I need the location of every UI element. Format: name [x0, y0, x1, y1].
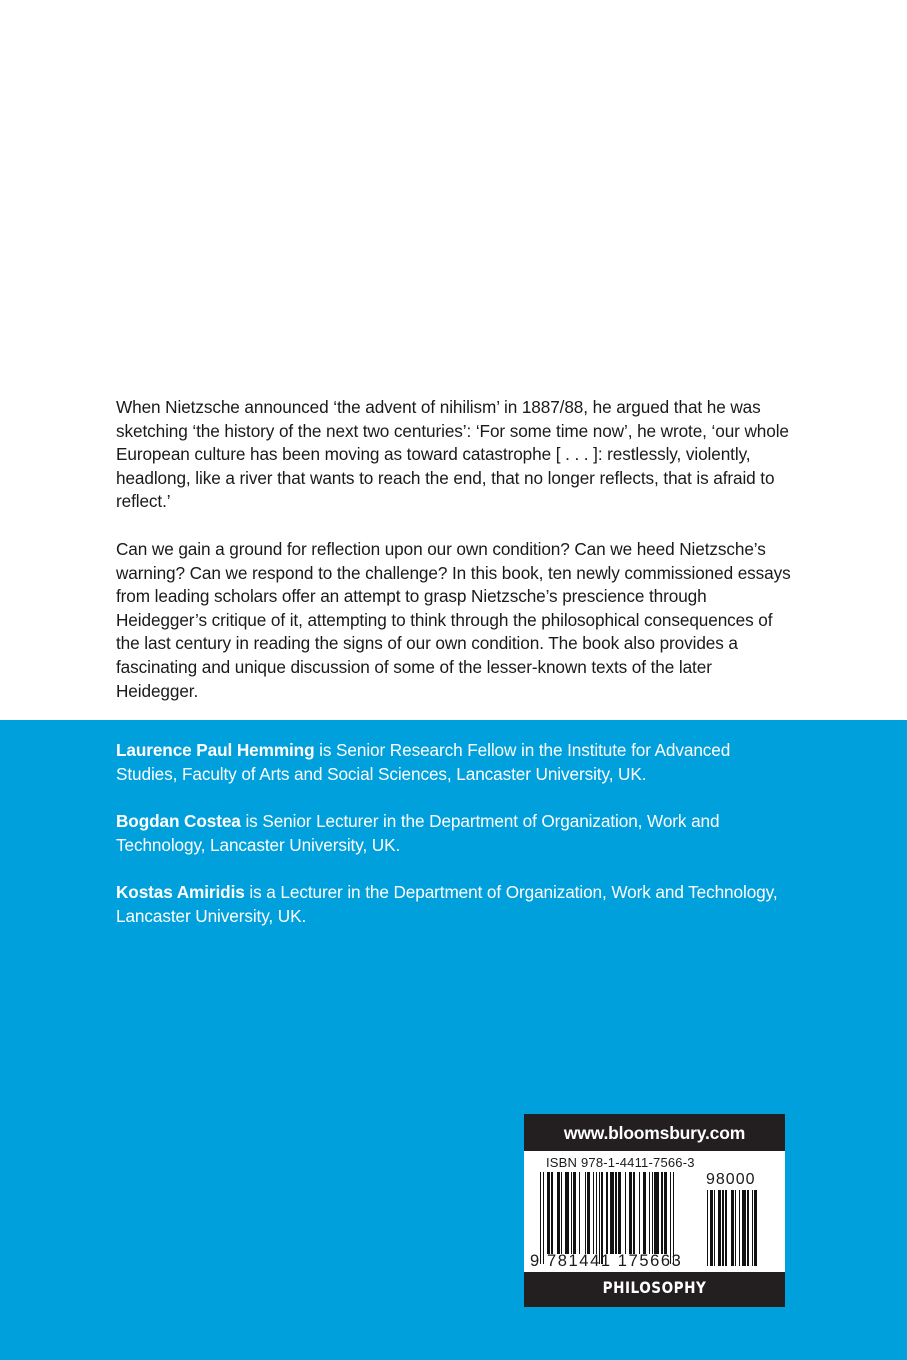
author-description: is Senior Research Fellow in the Institute for Advanced Studies, Faculty of Arts and Social Sciences, Lancaster University, UK. — [116, 740, 731, 784]
barcode-digits: 9 781441 175663 — [530, 1252, 683, 1270]
publisher-url: www.bloomsbury.com — [563, 1123, 746, 1143]
author-description: is a Lecturer in the Department of Organization, Work and Technology, Lancaster University, UK. — [116, 882, 778, 926]
author-bio — [116, 810, 796, 857]
author-name: Bogdan Costea — [116, 811, 241, 832]
author-bio — [116, 881, 796, 928]
addon-barcode — [707, 1190, 757, 1266]
ean-barcode — [540, 1172, 674, 1254]
barcode-bar — [754, 1190, 757, 1266]
author-bio — [116, 739, 796, 786]
blurb — [116, 396, 796, 727]
author-name: Kostas Amiridis — [116, 882, 245, 903]
blurb-paragraph-1: When Nietzsche announced ‘the advent of nihilism’ in 1887/88, he argued that he was sketching ‘the history of the next two centuries’: ‘For some time now’, he wrote, ‘our whole European culture has been moving as toward catastrophe [ . . . ]: restlessly, violently, headlong, like a river that wants to reach the end, that no longer reflects, that is afraid to reflect.’ — [116, 397, 789, 512]
barcode-bar — [673, 1172, 674, 1264]
price-code: 98000 — [706, 1171, 756, 1188]
author-bios — [116, 739, 796, 953]
author-name: Laurence Paul Hemming — [116, 740, 315, 760]
subject-label: PHILOSOPHY — [602, 1278, 707, 1297]
isbn-label: ISBN 978-1-4411-7566-3 — [546, 1155, 695, 1170]
author-description: is Senior Lecturer in the Department of Organization, Work and Technology, Lancaster University, UK. — [116, 811, 720, 855]
blurb-paragraph-2: Can we gain a ground for reflection upon our own condition? Can we heed Nietzsche’s warning? Can we respond to the challenge? In this book, ten newly commissioned essays from leading scholars offer an attempt to grasp Nietzsche’s prescience through Heidegger’s critique of it, attempting to think through the philosophical consequences of the last century in reading the signs of our own condition. The book also provides a fascinating and unique discussion of some of the lesser-known texts of the later Heidegger. — [116, 538, 791, 701]
